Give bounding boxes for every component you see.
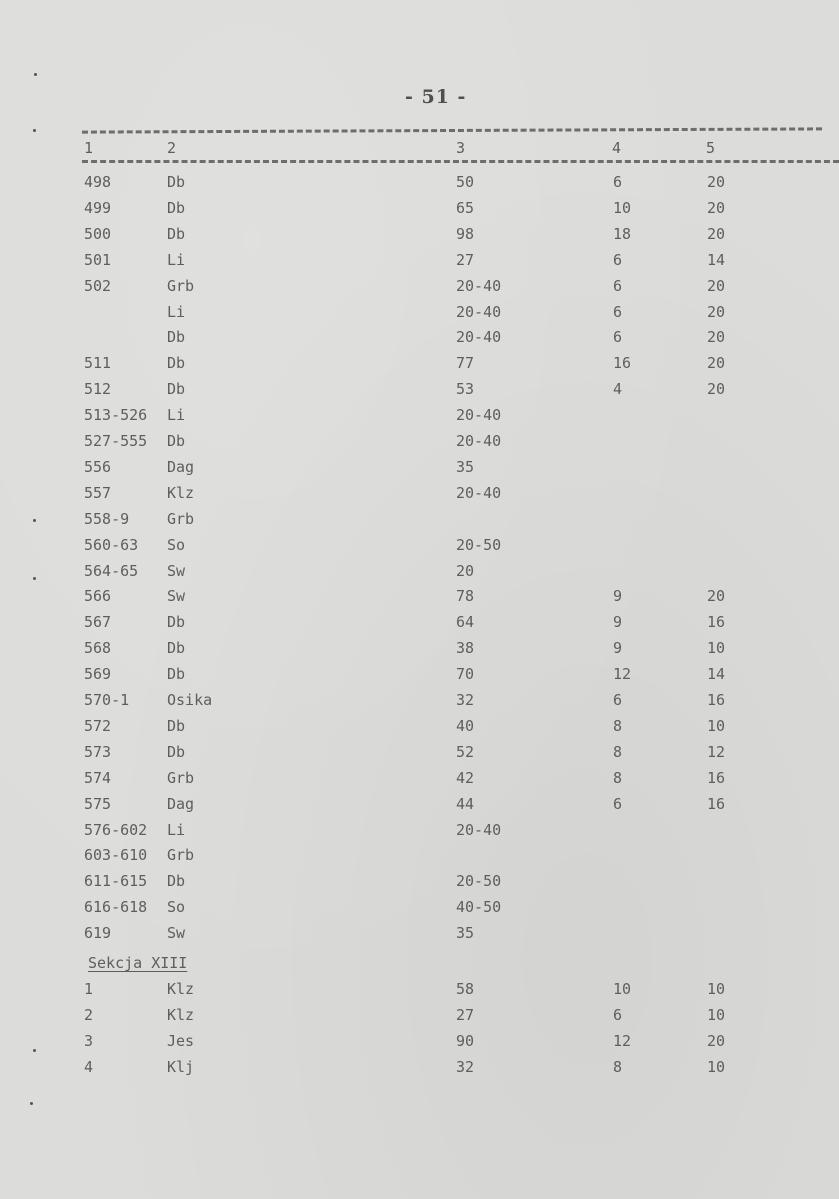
table-row <box>0 821 839 845</box>
table-cell-col-3: 32 <box>456 1058 475 1076</box>
table-row <box>0 225 839 249</box>
table-cell-col-4: 6 <box>613 302 623 321</box>
table-cell-col-1: 4 <box>84 1058 94 1076</box>
table-cell-col-1: 527-555 <box>84 432 148 450</box>
table-cell-col-1: 603-610 <box>84 846 148 865</box>
table-row <box>0 587 839 611</box>
table-row <box>0 432 839 456</box>
table-cell-col-5: 20 <box>707 1032 726 1050</box>
table-row <box>0 980 839 1004</box>
table-cell-col-2: So <box>167 535 186 554</box>
table-cell-col-4: 6 <box>613 691 623 709</box>
table-row <box>0 665 839 689</box>
table-cell-col-1: 3 <box>84 1032 94 1050</box>
table-cell-col-3: 53 <box>456 380 475 399</box>
table-cell-col-1: 570-1 <box>84 691 130 709</box>
table-cell-col-5: 12 <box>707 742 726 761</box>
table-cell-col-3: 50 <box>456 173 475 191</box>
table-cell-col-2: Klz <box>167 980 195 998</box>
table-cell-col-3: 20-50 <box>456 535 502 554</box>
section-title: Sekcja XIII <box>88 954 188 972</box>
table-cell-col-3: 20-40 <box>456 820 502 839</box>
table-cell-col-4: 9 <box>613 613 623 632</box>
table-cell-col-5: 20 <box>707 354 726 373</box>
table-cell-col-5: 10 <box>707 980 726 998</box>
table-cell-col-1: 575 <box>84 794 112 813</box>
table-cell-col-4: 6 <box>613 173 623 191</box>
table-cell-col-5: 10 <box>707 1058 726 1076</box>
table-cell-col-5: 20 <box>707 328 726 347</box>
table-row <box>0 199 839 223</box>
table-row <box>0 251 839 275</box>
table-cell-col-2: So <box>167 898 186 917</box>
table-cell-col-5: 20 <box>707 587 726 606</box>
table-cell-col-5: 10 <box>707 1006 726 1024</box>
table-cell-col-1: 512 <box>84 380 112 399</box>
table-cell-col-1: 567 <box>84 613 112 632</box>
table-cell-col-5: 16 <box>707 794 726 813</box>
table-cell-col-2: Klz <box>167 483 195 502</box>
table-cell-col-4: 6 <box>613 328 623 347</box>
table-cell-col-1: 499 <box>84 198 112 217</box>
table-cell-col-4: 10 <box>613 980 632 998</box>
table-cell-col-4: 8 <box>613 716 623 735</box>
table-cell-col-5: 10 <box>707 716 726 735</box>
table-row <box>0 380 839 404</box>
table-cell-col-3: 40-50 <box>456 898 502 917</box>
table-cell-col-4: 8 <box>613 742 623 761</box>
table-row <box>0 639 839 663</box>
table-cell-col-5: 20 <box>707 198 726 217</box>
table-cell-col-3: 38 <box>456 639 475 658</box>
table-cell-col-4: 6 <box>613 794 623 813</box>
table-cell-col-3: 65 <box>456 198 475 217</box>
table-row <box>0 769 839 793</box>
table-cell-col-5: 20 <box>707 380 726 399</box>
table-cell-col-4: 6 <box>613 1006 623 1024</box>
table-cell-col-3: 52 <box>456 742 475 761</box>
table-cell-col-3: 90 <box>456 1032 475 1050</box>
table-cell-col-3: 20-40 <box>456 432 502 450</box>
table-cell-col-3: 35 <box>456 457 475 476</box>
table-cell-col-5: 10 <box>707 639 726 658</box>
table-cell-col-2: Db <box>167 198 186 217</box>
table-cell-col-1: 501 <box>84 250 112 269</box>
table-row <box>0 717 839 741</box>
table-cell-col-2: Db <box>167 224 186 243</box>
table-cell-col-2: Db <box>167 173 186 191</box>
table-cell-col-1: 573 <box>84 742 112 761</box>
table-cell-col-3: 20-50 <box>456 872 502 891</box>
table-cell-col-2: Osika <box>167 691 213 709</box>
table-cell-col-1: 611-615 <box>84 872 148 891</box>
table-cell-col-3: 40 <box>456 716 475 735</box>
table-cell-col-2: Grb <box>167 846 195 865</box>
header-col-4: 4 <box>612 139 622 157</box>
table-cell-col-2: Db <box>167 354 186 373</box>
table-cell-col-1: 569 <box>84 665 112 684</box>
table-cell-col-3: 77 <box>456 354 475 373</box>
table-cell-col-4: 4 <box>613 380 623 399</box>
table-cell-col-2: Dag <box>167 794 195 813</box>
table-cell-col-2: Grb <box>167 768 195 787</box>
table-row <box>0 303 839 327</box>
table-cell-col-2: Sw <box>167 561 186 580</box>
table-cell-col-4: 9 <box>613 639 623 658</box>
table-cell-col-1: 568 <box>84 639 112 658</box>
table-row <box>0 1006 839 1030</box>
table-row <box>0 277 839 301</box>
table-cell-col-2: Grb <box>167 509 195 528</box>
table-cell-col-2: Db <box>167 639 186 658</box>
table-cell-col-5: 20 <box>707 302 726 321</box>
table-cell-col-1: 564-65 <box>84 561 139 580</box>
table-cell-col-3: 35 <box>456 924 475 943</box>
table-cell-col-3: 27 <box>456 250 475 269</box>
table-cell-col-3: 32 <box>456 691 475 709</box>
table-row <box>0 1058 839 1082</box>
table-row <box>0 924 839 948</box>
header-col-1: 1 <box>84 139 94 157</box>
speck <box>33 519 36 522</box>
table-cell-col-2: Li <box>167 250 186 269</box>
table-cell-col-2: Dag <box>167 457 195 476</box>
speck <box>34 73 37 76</box>
table-row <box>0 328 839 352</box>
table-cell-col-1: 498 <box>84 173 112 191</box>
table-cell-col-5: 16 <box>707 691 726 709</box>
table-cell-col-2: Li <box>167 820 186 839</box>
table-cell-col-2: Db <box>167 665 186 684</box>
table-row <box>0 173 839 197</box>
table-row <box>0 484 839 508</box>
dashed-rule-header <box>82 160 839 163</box>
table-row <box>0 458 839 482</box>
page-number: - 51 - <box>405 86 467 108</box>
table-cell-col-1: 576-602 <box>84 820 148 839</box>
table-cell-col-2: Db <box>167 432 186 450</box>
table-cell-col-3: 42 <box>456 768 475 787</box>
table-cell-col-3: 20-40 <box>456 328 502 347</box>
table-cell-col-3: 20 <box>456 561 475 580</box>
speck <box>30 1102 33 1105</box>
table-cell-col-1: 572 <box>84 716 112 735</box>
table-cell-col-1: 557 <box>84 483 112 502</box>
table-cell-col-4: 6 <box>613 276 623 295</box>
table-cell-col-2: Sw <box>167 587 186 606</box>
table-row <box>0 691 839 715</box>
table-cell-col-4: 12 <box>613 1032 632 1050</box>
table-cell-col-1: 616-618 <box>84 898 148 917</box>
table-cell-col-4: 16 <box>613 354 632 373</box>
speck <box>33 129 36 132</box>
table-cell-col-3: 64 <box>456 613 475 632</box>
table-cell-col-3: 20-40 <box>456 406 502 425</box>
table-cell-col-2: Jes <box>167 1032 195 1050</box>
table-row <box>0 898 839 922</box>
speck <box>33 577 36 580</box>
table-cell-col-1: 556 <box>84 457 112 476</box>
speck <box>33 1049 36 1052</box>
table-cell-col-1: 574 <box>84 768 112 787</box>
table-cell-col-3: 58 <box>456 980 475 998</box>
table-cell-col-2: Db <box>167 380 186 399</box>
table-cell-col-1: 560-63 <box>84 535 139 554</box>
table-cell-col-3: 78 <box>456 587 475 606</box>
header-col-2: 2 <box>167 139 177 157</box>
table-cell-col-1: 500 <box>84 224 112 243</box>
table-cell-col-4: 12 <box>613 665 632 684</box>
table-cell-col-1: 513-526 <box>84 406 148 425</box>
table-cell-col-1: 502 <box>84 276 112 295</box>
table-cell-col-5: 16 <box>707 613 726 632</box>
table-cell-col-1: 511 <box>84 354 112 373</box>
table-cell-col-1: 1 <box>84 980 94 998</box>
table-cell-col-3: 70 <box>456 665 475 684</box>
table-cell-col-5: 20 <box>707 276 726 295</box>
table-row <box>0 743 839 767</box>
table-cell-col-2: Db <box>167 613 186 632</box>
table-cell-col-1: 619 <box>84 924 112 943</box>
table-row <box>0 846 839 870</box>
table-cell-col-4: 6 <box>613 250 623 269</box>
header-col-3: 3 <box>456 139 466 157</box>
table-cell-col-2: Klz <box>167 1006 195 1024</box>
table-cell-col-5: 20 <box>707 224 726 243</box>
table-cell-col-3: 98 <box>456 224 475 243</box>
table-row <box>0 406 839 430</box>
table-cell-col-3: 20-40 <box>456 276 502 295</box>
table-row <box>0 872 839 896</box>
table-cell-col-4: 8 <box>613 1058 623 1076</box>
table-cell-col-5: 16 <box>707 768 726 787</box>
table-cell-col-1: 558-9 <box>84 509 130 528</box>
table-cell-col-4: 10 <box>613 198 632 217</box>
table-row <box>0 354 839 378</box>
table-cell-col-2: Db <box>167 872 186 891</box>
table-cell-col-2: Db <box>167 716 186 735</box>
table-row <box>0 510 839 534</box>
dashed-rule-top <box>82 127 822 133</box>
table-cell-col-3: 27 <box>456 1006 475 1024</box>
table-cell-col-3: 20-40 <box>456 302 502 321</box>
table-cell-col-4: 8 <box>613 768 623 787</box>
table-row <box>0 562 839 586</box>
table-row <box>0 795 839 819</box>
table-cell-col-4: 18 <box>613 224 632 243</box>
table-cell-col-2: Grb <box>167 276 195 295</box>
table-cell-col-4: 9 <box>613 587 623 606</box>
table-cell-col-2: Db <box>167 328 186 347</box>
table-cell-col-3: 20-40 <box>456 483 502 502</box>
table-row <box>0 1032 839 1056</box>
table-cell-col-2: Sw <box>167 924 186 943</box>
table-cell-col-1: 566 <box>84 587 112 606</box>
table-row <box>0 613 839 637</box>
header-col-5: 5 <box>706 139 716 157</box>
table-cell-col-2: Li <box>167 302 186 321</box>
table-cell-col-2: Klj <box>167 1058 195 1076</box>
table-cell-col-5: 20 <box>707 173 726 191</box>
table-cell-col-1: 2 <box>84 1006 94 1024</box>
table-cell-col-2: Li <box>167 406 186 425</box>
table-cell-col-3: 44 <box>456 794 475 813</box>
table-cell-col-2: Db <box>167 742 186 761</box>
table-row <box>0 536 839 560</box>
table-cell-col-5: 14 <box>707 250 726 269</box>
table-cell-col-5: 14 <box>707 665 726 684</box>
